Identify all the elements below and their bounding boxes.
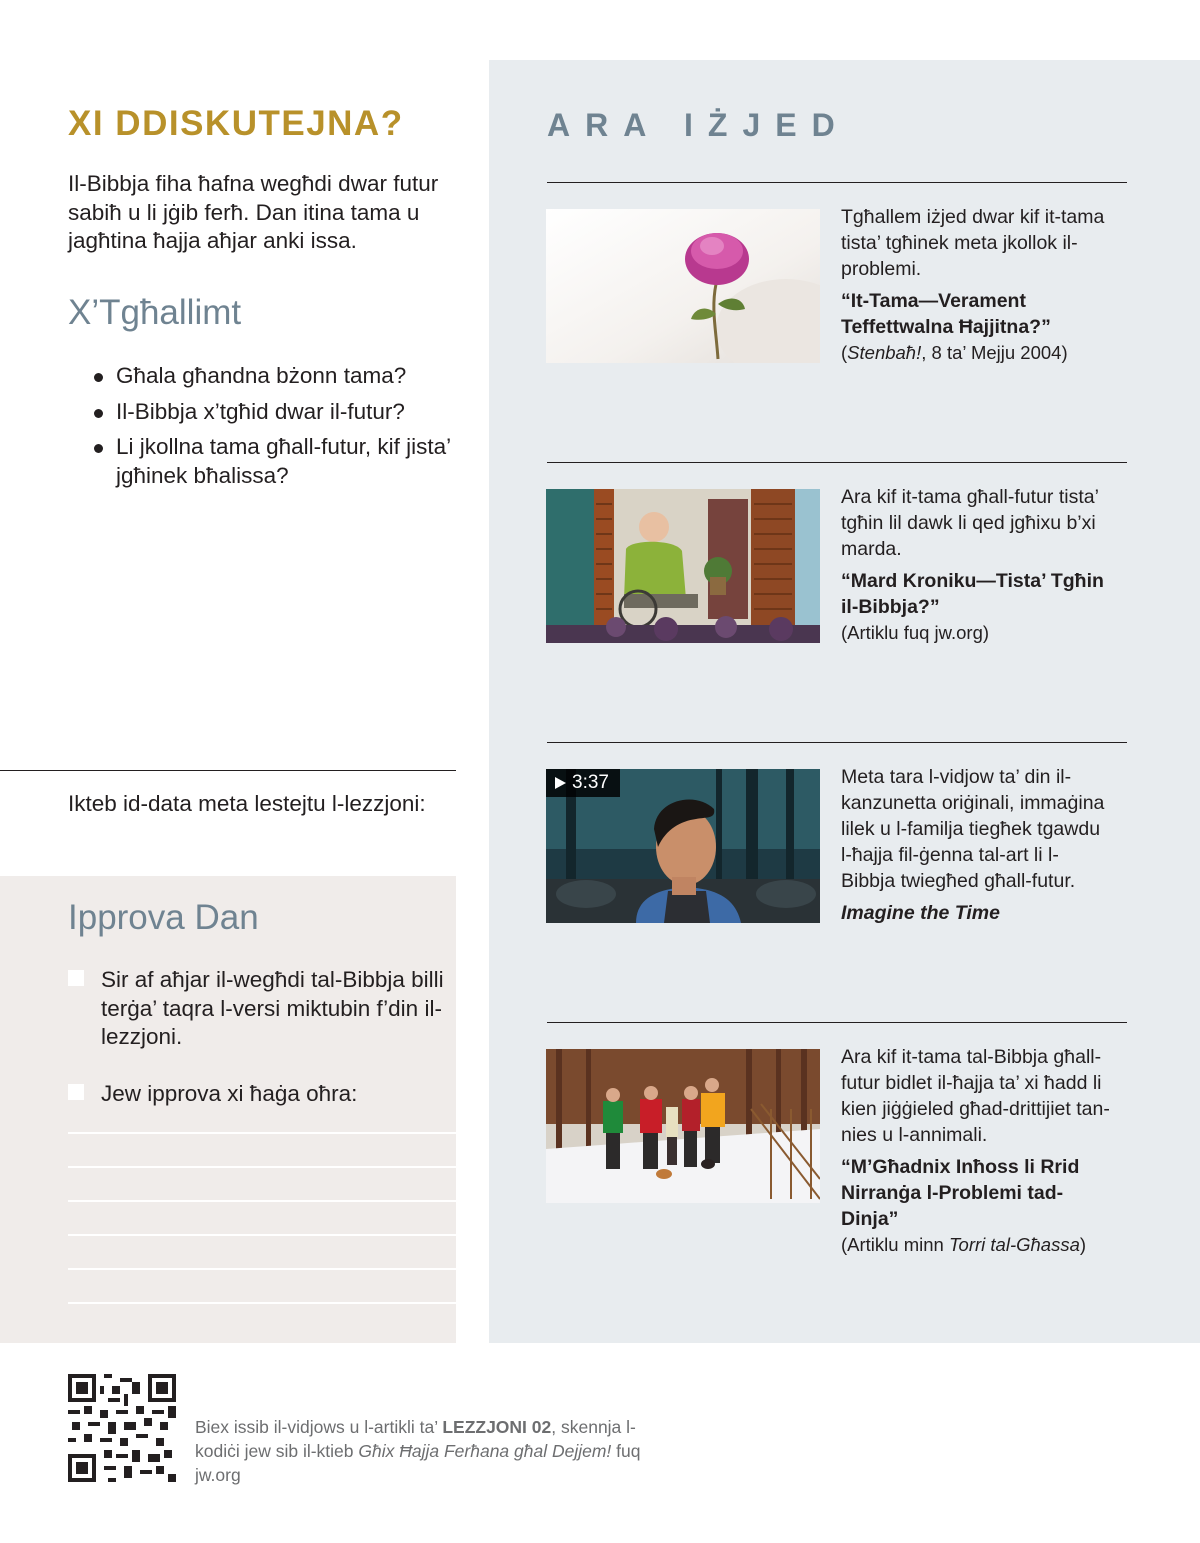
- writing-line[interactable]: [68, 1132, 456, 1134]
- man-in-wheelchair-icon: [546, 489, 820, 643]
- article-source: (Artiklu fuq jw.org): [841, 622, 990, 643]
- section-divider: [547, 182, 1127, 183]
- video-title-link[interactable]: Imagine the Time: [841, 902, 1000, 924]
- section-divider: [0, 770, 456, 771]
- checkbox-icon[interactable]: [68, 970, 84, 986]
- explore-heading: ARA IŻJED: [547, 107, 850, 143]
- article-description-block: [841, 484, 1111, 646]
- review-question: Li jkollna tama għall-futur, kif jista’ jgħinek bħalissa?: [92, 433, 452, 490]
- article-description: Ara kif it-tama tal-Bibbja għall-futur bidlet il-ħajja ta’ xi ħadd li kien jiġġieled għad-drittijiet tan-nies u l-annimali.: [841, 1046, 1110, 1146]
- try-this-heading: Ipprova Dan: [68, 898, 259, 937]
- article-source: (Artiklu minn Torri tal-Għassa): [841, 1234, 1087, 1255]
- play-icon: [555, 777, 566, 789]
- article-source: (Stenbaħ!, 8 ta’ Mejju 2004): [841, 342, 1068, 363]
- article-thumbnail-snow-walk[interactable]: [546, 1049, 820, 1203]
- article-description-block: [841, 204, 1111, 366]
- try-option-checkbox-2[interactable]: Jew ipprova xi ħaġa oħra:: [68, 1080, 448, 1109]
- article-description: Ara kif it-tama għall-futur tista’ tgħin lil dawk li qed jgħixu b’xi marda.: [841, 486, 1099, 560]
- section-divider: [547, 742, 1127, 743]
- article-title-link[interactable]: “M’Għadnix Inħoss li Rrid Nirranġa l-Problemi tad-Dinja”: [841, 1156, 1080, 1230]
- video-thumbnail[interactable]: [546, 769, 820, 923]
- video-description-block: [841, 764, 1111, 926]
- section-divider: [547, 462, 1127, 463]
- qr-code-icon[interactable]: [68, 1374, 176, 1482]
- section-divider: [547, 1022, 1127, 1023]
- article-thumbnail-wheelchair[interactable]: [546, 489, 820, 643]
- writing-line[interactable]: [68, 1234, 456, 1236]
- bullet-icon: [94, 373, 103, 382]
- article-description-block: [841, 1044, 1111, 1258]
- learned-heading: X’Tgħallimt: [68, 293, 242, 332]
- pink-flower-icon: [546, 209, 820, 363]
- article-title-link[interactable]: “It-Tama—Verament Teffettwalna Ħajjitna?”: [841, 290, 1051, 338]
- try-this-panel: [0, 876, 456, 1343]
- book-title: Għix Ħajja Ferħana għal Dejjem!: [358, 1441, 612, 1461]
- article-title-link[interactable]: “Mard Kroniku—Tista’ Tgħin il-Bibbja?”: [841, 570, 1104, 618]
- review-question-list: [92, 362, 452, 497]
- article-thumbnail-flower[interactable]: [546, 209, 820, 363]
- lesson-number: LEZZJONI 02: [442, 1417, 552, 1437]
- checkbox-icon[interactable]: [68, 1084, 84, 1100]
- date-prompt: Ikteb id-data meta lestejtu l-lezzjoni:: [68, 791, 426, 816]
- article-description: Tgħallem iżjed dwar kif it-tama tista’ tgħinek meta jkollok il-problemi.: [841, 206, 1105, 280]
- writing-line[interactable]: [68, 1302, 456, 1304]
- bullet-icon: [94, 444, 103, 453]
- summary-heading: XI DDISKUTEJNA?: [68, 104, 404, 143]
- writing-line[interactable]: [68, 1166, 456, 1168]
- try-option-checkbox-1[interactable]: Sir af aħjar il-wegħdi tal-Bibbja billi terġa’ taqra l-versi miktubin f’din il-lezzjoni.: [68, 966, 448, 1052]
- review-question: Il-Bibbja x’tgħid dwar il-futur?: [92, 398, 452, 427]
- summary-text: Il-Bibbja fiha ħafna wegħdi dwar futur sabiħ u li jġib ferħ. Dan itina tama u jagħtina ħajja aħjar anki issa.: [68, 171, 439, 253]
- family-walking-in-snow-icon: [546, 1049, 820, 1203]
- bullet-icon: [94, 409, 103, 418]
- footer-note: Biex issib il-vidjows u l-artikli ta’ LEZZJONI 02, skennja l-kodiċi jew sib il-ktieb Għix Ħajja Ferħana għal Dejjem! fuq jw.org: [195, 1417, 641, 1485]
- writing-line[interactable]: [68, 1268, 456, 1270]
- writing-line[interactable]: [68, 1200, 456, 1202]
- video-duration-badge: 3:37: [546, 769, 620, 797]
- review-question: Għala għandna bżonn tama?: [92, 362, 452, 391]
- video-description: Meta tara l-vidjow ta’ din il-kanzunetta oriġinali, immaġina lilek u l-familja tiegħek tgawdu l-ħajja fil-ġenna tal-art li l-Bibbja twiegħed għall-futur.: [841, 766, 1105, 892]
